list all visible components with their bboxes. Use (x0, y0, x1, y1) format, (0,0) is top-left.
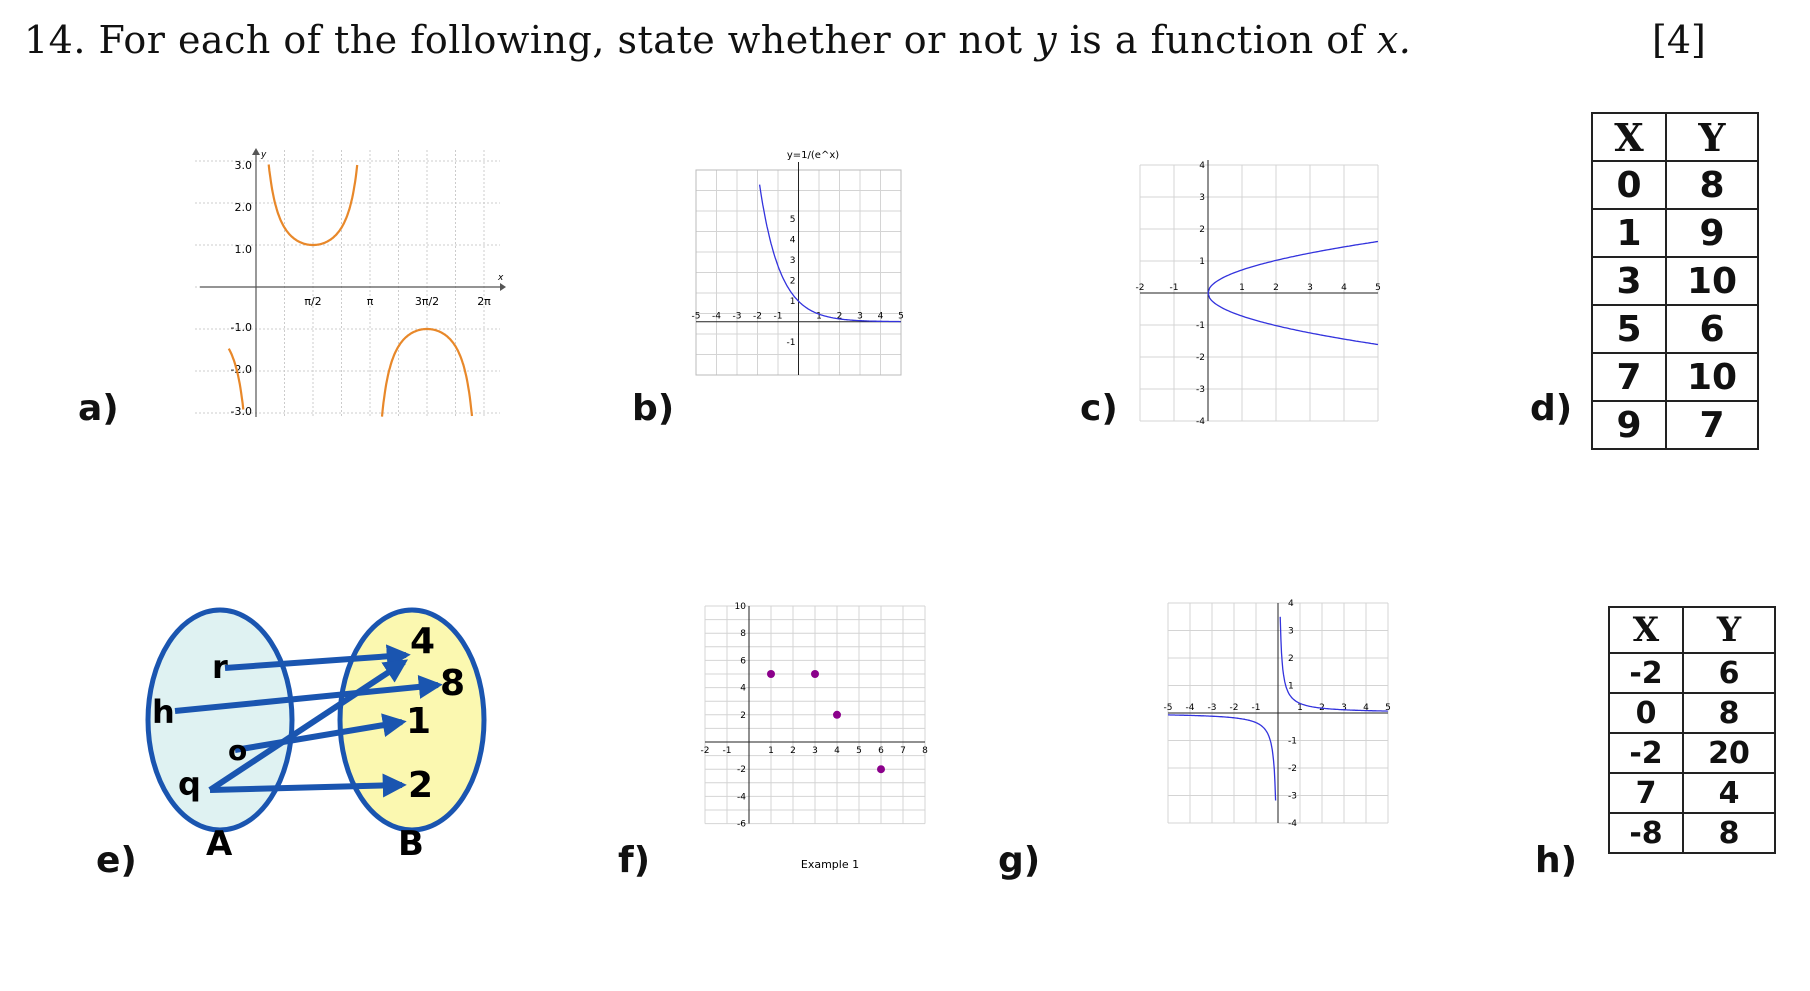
tick-label: 6 (878, 746, 884, 756)
tick-label: -2 (1288, 764, 1297, 774)
tick-label: 4 (1363, 703, 1369, 713)
table-cell: 0 (1609, 693, 1683, 733)
set-a-element: h (152, 693, 175, 731)
tick-label: 4 (834, 746, 840, 756)
tick-label: 2 (1319, 703, 1325, 713)
tick-label: -5 (1163, 703, 1173, 713)
tick-label: 3 (789, 256, 796, 267)
tick-label: 4 (1341, 283, 1347, 293)
scatter-point (833, 711, 841, 719)
tick-label: 5 (789, 215, 796, 226)
label-e: e) (96, 840, 137, 881)
table-cell: 8 (1666, 161, 1758, 209)
table-cell: 7 (1666, 401, 1758, 449)
table-d-header-x: X (1592, 113, 1666, 161)
table-cell: 5 (1592, 305, 1666, 353)
tick-label: 5 (856, 746, 862, 756)
table-cell: 3 (1592, 257, 1666, 305)
table-h (1608, 606, 1776, 854)
table-cell: 10 (1666, 257, 1758, 305)
label-b: b) (632, 388, 675, 429)
table-row (1609, 773, 1775, 813)
tick-label: -3 (732, 311, 742, 322)
tick-label: -1 (786, 338, 796, 349)
tick-label: 1 (816, 311, 822, 322)
label-d: d) (1530, 388, 1573, 429)
graph-a-x-ticks (304, 295, 491, 308)
table-h-header-row (1609, 607, 1775, 653)
set-b-element: 4 (410, 621, 436, 662)
table-row (1592, 209, 1758, 257)
table-cell: -2 (1609, 653, 1683, 693)
tick-label: 7 (900, 746, 906, 756)
question-var-x: x. (1376, 18, 1412, 62)
label-h: h) (1535, 840, 1578, 881)
set-b-element: 1 (406, 701, 432, 742)
graph-g-curve-left (1168, 715, 1276, 801)
tick-label: -3 (1196, 385, 1205, 395)
mapping-diagram-e (140, 605, 500, 865)
tick-label: -2 (700, 746, 710, 756)
graph-a-xtick: π/2 (304, 295, 322, 308)
graph-a (195, 145, 505, 420)
graph-b (688, 148, 938, 423)
graph-a-curve-left (229, 349, 244, 410)
tick-label: 6 (740, 656, 746, 667)
tick-label: 8 (740, 629, 746, 640)
tick-label: 4 (789, 235, 796, 246)
tick-label: 2 (789, 276, 796, 287)
scatter-point (767, 670, 775, 678)
tick-label: 3 (812, 746, 818, 756)
tick-label: -1 (1288, 736, 1297, 747)
tick-label: 2 (740, 710, 746, 721)
tick-label: -1 (1169, 283, 1179, 293)
table-cell: 6 (1666, 305, 1758, 353)
graph-b-ticks (692, 215, 904, 348)
label-c: c) (1080, 388, 1118, 429)
tick-label: 4 (1288, 599, 1294, 609)
graph-g-ticks (1164, 599, 1391, 829)
tick-label: 1 (768, 746, 774, 756)
tick-label: -4 (712, 311, 721, 322)
tick-label: 8 (922, 746, 928, 756)
tick-label: -1 (1196, 321, 1205, 331)
graph-f (700, 598, 960, 873)
set-a-element: r (212, 648, 228, 686)
table-row (1592, 401, 1758, 449)
graph-g-grid (1168, 603, 1388, 823)
graph-a-curve-upper (269, 165, 358, 246)
tick-label: -4 (1196, 417, 1205, 427)
tick-label: -4 (1288, 819, 1297, 829)
table-cell: 10 (1666, 353, 1758, 401)
set-a-name: A (206, 824, 233, 864)
graph-b-title: y=1/(e^x) (786, 150, 840, 161)
graph-a-ytick: 1.0 (234, 243, 252, 256)
tick-label: 2 (1288, 654, 1294, 664)
tick-label: -1 (722, 746, 732, 756)
tick-label: 1 (1297, 703, 1303, 713)
tick-label: 4 (740, 683, 746, 694)
question-title (24, 18, 1411, 62)
table-cell: 0 (1592, 161, 1666, 209)
tick-label: -3 (1288, 791, 1297, 802)
label-a: a) (78, 388, 119, 429)
tick-label: -2 (1196, 353, 1205, 363)
tick-label: -2 (737, 765, 746, 776)
table-h-header-y: Y (1683, 607, 1775, 653)
graph-a-ytick: 2.0 (234, 201, 252, 214)
tick-label: 1 (1288, 681, 1294, 692)
table-cell: 1 (1592, 209, 1666, 257)
tick-label: 3 (1307, 283, 1313, 293)
graph-a-grid (195, 150, 500, 417)
label-f: f) (618, 840, 651, 881)
set-b-name: B (398, 824, 424, 864)
graph-f-ticks (701, 602, 929, 830)
tick-label: 10 (734, 602, 746, 612)
tick-label: -3 (1207, 703, 1217, 713)
tick-label: -2 (1229, 703, 1239, 713)
table-d (1591, 112, 1759, 450)
graph-a-xtick: 2π (477, 295, 491, 308)
tick-label: -1 (773, 311, 783, 322)
tick-label: 3 (1341, 703, 1347, 713)
scatter-point (811, 670, 819, 678)
table-row (1592, 353, 1758, 401)
tick-label: 4 (877, 311, 884, 322)
tick-label: -2 (1135, 283, 1145, 293)
table-cell: -8 (1609, 813, 1683, 853)
graph-a-xtick: 3π/2 (414, 295, 440, 308)
tick-label: 2 (836, 311, 843, 322)
table-cell: 8 (1683, 813, 1775, 853)
set-a-element: q (178, 765, 201, 803)
set-b-element: 2 (408, 765, 434, 806)
graph-a-ytick: -3.0 (230, 405, 252, 418)
graph-f-caption: Example 1 (800, 858, 860, 871)
graph-a-ytick: -1.0 (230, 321, 252, 334)
table-d-header-y: Y (1666, 113, 1758, 161)
table-row (1592, 161, 1758, 209)
table-cell: 6 (1683, 653, 1775, 693)
graph-f-points (767, 670, 885, 773)
table-d-header-row (1592, 113, 1758, 161)
tick-label: 3 (1288, 626, 1294, 637)
question-text-b: is a function of (1069, 18, 1365, 62)
label-g: g) (998, 840, 1041, 881)
table-cell: 4 (1683, 773, 1775, 813)
question-text-a: For each of the following, state whether or not (98, 18, 1023, 62)
tick-label: 5 (898, 311, 904, 322)
question-var-y: y (1035, 18, 1058, 62)
set-b-element: 8 (440, 663, 466, 704)
table-row (1609, 733, 1775, 773)
table-row (1609, 813, 1775, 853)
question-marks: [4] (1652, 18, 1706, 62)
graph-f-grid (705, 606, 925, 824)
table-cell: 9 (1666, 209, 1758, 257)
tick-label: 3 (1199, 193, 1205, 203)
graph-a-y-ticks (231, 159, 252, 418)
graph-a-xtick: π (366, 295, 374, 308)
graph-a-y-axis-label: y (261, 150, 267, 160)
tick-label: 1 (1239, 283, 1245, 293)
table-cell: 7 (1609, 773, 1683, 813)
graph-a-x-axis-label: x (498, 273, 504, 283)
question-number: 14. (24, 18, 86, 62)
table-row (1592, 305, 1758, 353)
table-h-header-x: X (1609, 607, 1683, 653)
graph-g (1160, 595, 1430, 865)
table-row (1592, 257, 1758, 305)
tick-label: -1 (1251, 703, 1261, 713)
tick-label: 1 (789, 297, 796, 308)
scatter-point (877, 765, 885, 773)
table-cell: -2 (1609, 733, 1683, 773)
table-cell: 7 (1592, 353, 1666, 401)
table-row (1609, 693, 1775, 733)
tick-label: 2 (790, 746, 796, 756)
graph-b-grid (696, 162, 901, 375)
graph-b-curve (760, 185, 901, 322)
tick-label: 5 (1375, 283, 1381, 293)
set-a-element: o (228, 734, 248, 767)
tick-label: 5 (1385, 703, 1391, 713)
tick-label: 3 (857, 311, 863, 322)
tick-label: 2 (1199, 225, 1205, 235)
tick-label: -4 (1185, 703, 1195, 713)
table-cell: 20 (1683, 733, 1775, 773)
tick-label: -2 (753, 311, 762, 322)
tick-label: 2 (1273, 283, 1279, 293)
tick-label: -5 (691, 311, 701, 322)
graph-c (1130, 155, 1410, 427)
graph-a-ytick: -2.0 (230, 363, 252, 376)
tick-label: 4 (1199, 161, 1205, 171)
tick-label: 1 (1199, 257, 1205, 267)
table-row (1609, 653, 1775, 693)
tick-label: -4 (737, 792, 746, 803)
graph-a-ytick: 3.0 (234, 159, 252, 172)
table-cell: 8 (1683, 693, 1775, 733)
tick-label: -6 (737, 819, 746, 830)
table-cell: 9 (1592, 401, 1666, 449)
